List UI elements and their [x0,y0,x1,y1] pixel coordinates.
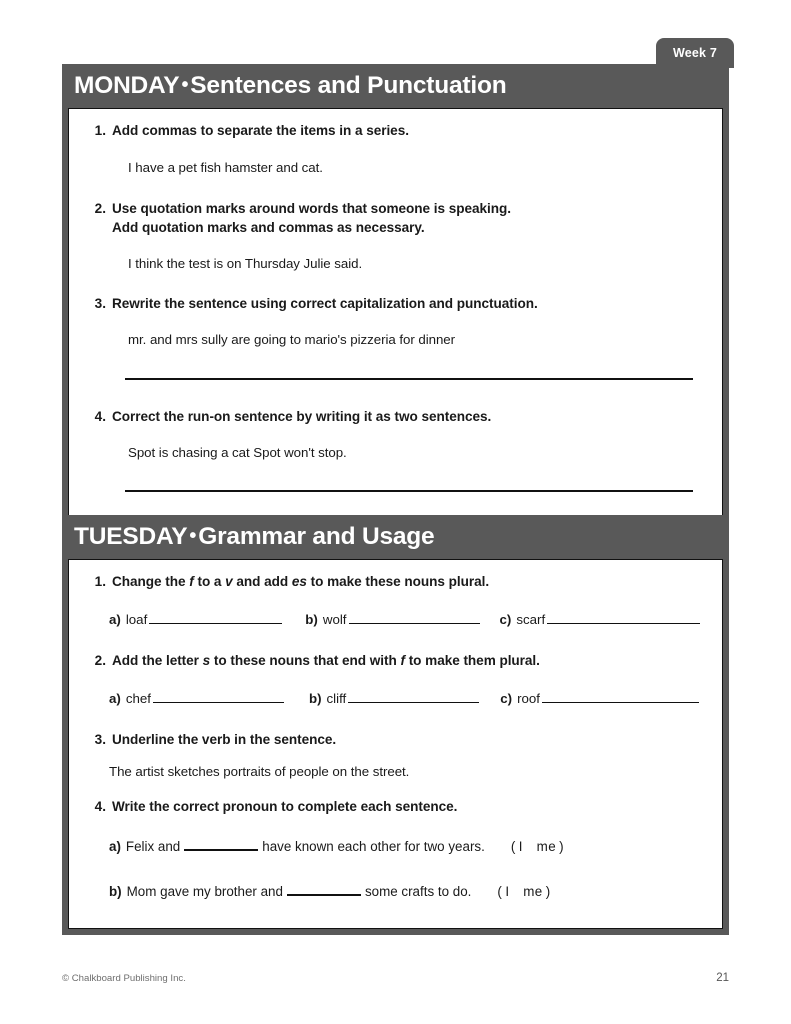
tuesday-q1-part-2: to a [193,574,226,589]
tuesday-q4-row-a-input[interactable] [184,837,258,851]
tuesday-q1-blank-c [500,610,701,627]
monday-q3-writing-line[interactable] [125,378,693,380]
tuesday-q2-blank-b-label: b) [308,691,322,707]
section-tuesday [62,515,729,935]
tuesday-q4-row-b-input[interactable] [287,882,361,896]
tuesday-q1-blank-a [109,610,282,627]
tuesday-q4-row-b [109,882,704,899]
monday-q4-number: 4. [94,408,106,424]
tuesday-q1-part-4: and add [232,574,292,589]
monday-day-label: MONDAY [74,72,180,99]
tuesday-topic-label: Grammar and Usage [198,523,435,550]
tuesday-question-3 [87,731,704,749]
monday-q2-prompt [112,200,511,236]
tuesday-q2-blank-b [309,689,479,706]
tuesday-day-label: TUESDAY [74,523,188,550]
copyright-notice: © Chalkboard Publishing Inc. [62,973,186,984]
tuesday-body [68,559,723,929]
monday-body-frame [62,108,729,534]
week-tab-label: Week 7 [672,46,718,60]
tuesday-q3-number: 3. [94,732,106,748]
tuesday-q1-blank-a-input[interactable] [149,610,282,624]
monday-q1-prompt: Add commas to separate the items in a series. [112,123,409,138]
tuesday-header [62,515,729,559]
tuesday-q1-blank-b-word: wolf [322,612,347,628]
tuesday-q1-blank-c-input[interactable] [547,610,700,624]
monday-q3-number: 3. [94,296,106,312]
tuesday-q4-row-a-after: have known each other for two years. [262,839,485,855]
tuesday-q1-part-0: Change the [112,574,190,589]
tuesday-q4-row-b-choices[interactable]: ( I me ) [497,884,551,900]
tuesday-q1-part-6: to make these nouns plural. [306,574,490,589]
tuesday-q2-blank-a-word: chef [125,691,151,707]
tuesday-q2-part-0: Add the letter [112,653,203,669]
tuesday-q4-prompt: Write the correct pronoun to complete each sentence. [112,798,458,814]
tuesday-q1-part-3: v [225,574,233,589]
page-number: 21 [716,972,729,984]
tuesday-q4-row-b-after: some crafts to do. [364,884,472,900]
monday-q2-number: 2. [94,201,106,217]
tuesday-q1-blank-b-label: b) [305,612,318,628]
monday-q3-sentence: mr. and mrs sully are going to mario's pizzeria for dinner [128,332,456,348]
tuesday-q3-sentence[interactable]: The artist sketches portraits of people on the street. [109,763,410,779]
tuesday-q2-blank-b-word: cliff [326,691,347,707]
monday-q4-writing-line[interactable] [125,490,693,492]
monday-q4-prompt: Correct the run-on sentence by writing it as two sentences. [112,408,492,424]
tuesday-q1-blank-c-word: scarf [516,612,546,628]
tuesday-q2-blank-a-label: a) [109,691,121,707]
monday-question-2 [87,200,704,236]
tuesday-q4-row-b-before: Mom gave my brother and [126,884,283,900]
monday-body [68,108,723,528]
tuesday-q2-blank-a [109,689,284,706]
week-tab [656,38,734,68]
tuesday-q1-blank-c-label: c) [499,612,512,628]
monday-q1-sentence: I have a pet fish hamster and cat. [128,160,323,176]
tuesday-question-4 [87,798,704,816]
tuesday-q2-number: 2. [94,653,106,669]
tuesday-q1-blank-b-input[interactable] [349,610,480,624]
tuesday-q2-blank-c-label: c) [500,691,513,707]
monday-question-3 [87,295,704,313]
tuesday-q2-blank-c [500,689,699,706]
monday-q4-sentence: Spot is chasing a cat Spot won't stop. [128,444,347,460]
tuesday-q1-number: 1. [94,574,106,589]
tuesday-q2-blank-c-word: roof [517,691,540,707]
monday-question-4 [87,408,704,426]
monday-q2-prompt-line-2: Add quotation marks and commas as necessary. [112,219,425,235]
tuesday-q2-blank-a-input[interactable] [153,689,284,703]
tuesday-q3-prompt: Underline the verb in the sentence. [112,732,337,748]
tuesday-q1-blank-a-word: loaf [125,612,148,628]
tuesday-q4-number: 4. [94,798,106,814]
monday-topic-label: Sentences and Punctuation [190,72,507,99]
tuesday-q1-part-1: f [189,574,194,589]
tuesday-q4-row-a-before: Felix and [125,839,181,855]
tuesday-q2-part-1: s [202,653,211,669]
tuesday-q4-row-a-label: a) [109,839,121,855]
tuesday-question-1 [87,573,704,591]
tuesday-q1-blank-b [305,610,479,627]
monday-q2-sentence: I think the test is on Thursday Julie said. [128,255,363,271]
tuesday-q1-blank-a-label: a) [109,612,121,628]
monday-q1-number: 1. [94,123,106,138]
page-footer [62,972,729,984]
monday-separator-dot: • [181,74,189,96]
tuesday-q2-prompt [112,652,540,670]
monday-header [62,64,729,108]
tuesday-q4-row-a [109,837,704,854]
tuesday-body-frame [62,559,729,935]
tuesday-q1-part-5: es [291,574,307,589]
tuesday-q4-row-a-choices[interactable]: ( I me ) [510,839,565,855]
tuesday-q1-blanks-row [109,610,704,627]
monday-q2-prompt-line-1: Use quotation marks around words that someone is speaking. [112,201,511,217]
monday-question-1 [87,122,704,140]
tuesday-q2-blank-c-input[interactable] [542,689,699,703]
section-monday [62,64,729,534]
tuesday-q2-part-3: f [400,653,405,669]
tuesday-separator-dot: • [189,525,197,547]
tuesday-q2-part-2: to these nouns that end with [210,653,401,669]
tuesday-q2-blanks-row [109,689,704,706]
tuesday-q2-blank-b-input[interactable] [348,689,479,703]
monday-q3-prompt: Rewrite the sentence using correct capitalization and punctuation. [112,296,538,312]
tuesday-question-2 [87,652,704,670]
tuesday-q4-row-b-label: b) [109,884,122,900]
tuesday-q2-part-4: to make them plural. [404,653,540,669]
tuesday-q1-prompt [112,573,489,591]
tuesday-header-title [74,523,435,551]
monday-header-title [74,72,507,100]
